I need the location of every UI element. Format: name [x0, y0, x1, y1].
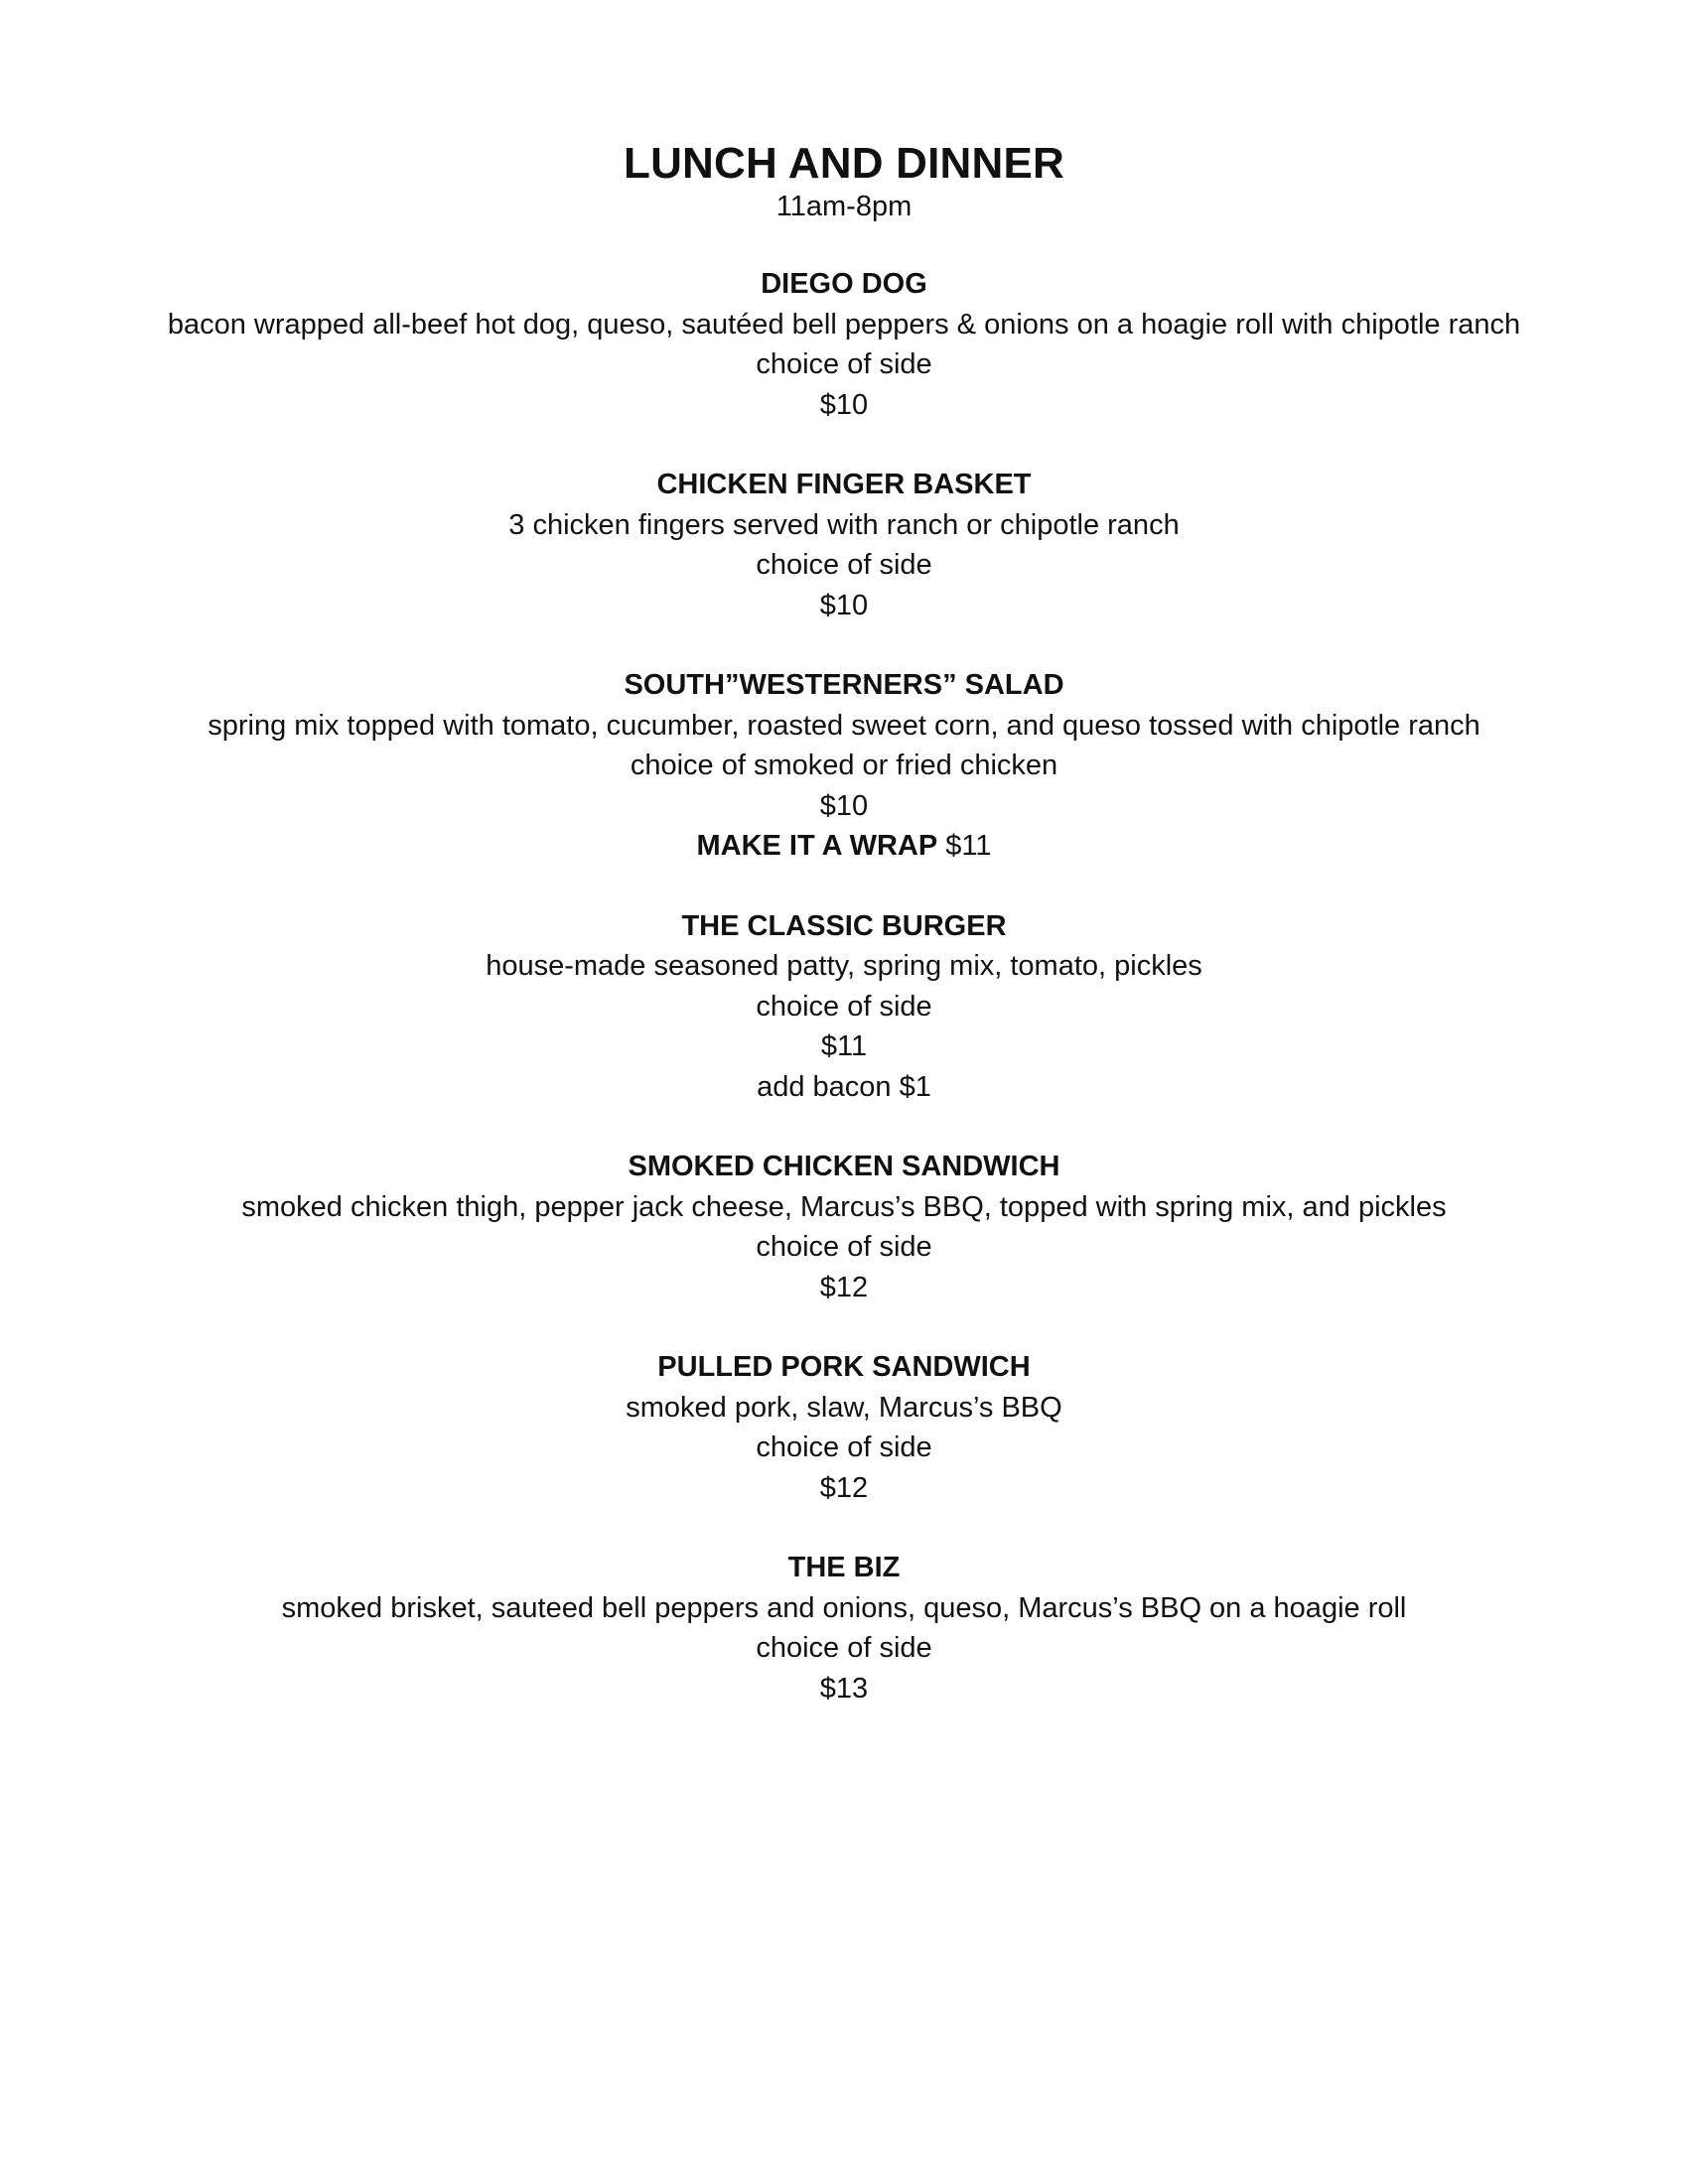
item-side: choice of side [756, 1432, 932, 1463]
item-name: SMOKED CHICKEN SANDWICH [628, 1151, 1060, 1182]
menu-item-the-biz [0, 1548, 1688, 1708]
item-side: choice of side [756, 990, 932, 1023]
item-name: THE CLASSIC BURGER [681, 909, 1007, 942]
item-name: DIEGO DOG [761, 268, 927, 300]
addon-price: $11 [945, 830, 992, 862]
menu-item-pulled-pork-sandwich [0, 1347, 1688, 1508]
menu-page [0, 139, 1688, 1748]
item-price: $13 [819, 1672, 869, 1705]
item-name: CHICKEN FINGER BASKET [656, 469, 1032, 500]
menu-item-chicken-finger-basket [0, 465, 1688, 625]
item-price: $12 [819, 1471, 869, 1504]
item-name: THE BIZ [787, 1552, 901, 1583]
item-description: smoked pork, slaw, Marcus’s BBQ [626, 1391, 1062, 1424]
item-description: smoked brisket, sauteed bell peppers and onions, queso, Marcus’s BBQ on a hoagie roll [281, 1591, 1407, 1624]
menu-item-southwesterners-salad [0, 665, 1688, 867]
menu-hours: 11am-8pm [775, 191, 913, 222]
menu-item-smoked-chicken-sandwich [0, 1147, 1688, 1307]
menu-items [0, 264, 1688, 1708]
addon-label: MAKE IT A WRAP [696, 830, 938, 862]
item-price: $10 [819, 388, 869, 421]
item-price: $10 [819, 789, 869, 822]
item-side: choice of side [756, 1632, 932, 1664]
item-description: smoked chicken thigh, pepper jack cheese, Marcus’s BBQ, topped with spring mix, and pickles [241, 1190, 1447, 1223]
item-price: $11 [820, 1030, 868, 1062]
menu-item-classic-burger [0, 906, 1688, 1108]
menu-title: LUNCH AND DINNER [624, 139, 1064, 188]
item-description: 3 chicken fingers served with ranch or chipotle ranch [508, 508, 1180, 541]
item-side: choice of side [756, 348, 932, 380]
menu-item-diego-dog [0, 264, 1688, 425]
item-side: choice of side [756, 549, 932, 581]
item-side: choice of side [756, 1231, 932, 1263]
item-extra: add bacon $1 [757, 1070, 931, 1103]
item-name: PULLED PORK SANDWICH [657, 1351, 1031, 1383]
item-price: $10 [819, 589, 869, 621]
item-name: SOUTH”WESTERNERS” SALAD [624, 669, 1064, 701]
item-description: bacon wrapped all-beef hot dog, queso, sautéed bell peppers & onions on a hoagie roll with chipotle ranch [167, 308, 1521, 341]
item-description: house-made seasoned patty, spring mix, tomato, pickles [486, 950, 1202, 982]
item-addon [0, 826, 1688, 867]
item-price: $12 [819, 1271, 869, 1303]
item-description: spring mix topped with tomato, cucumber, roasted sweet corn, and queso tossed with chipotle ranch [208, 709, 1480, 742]
item-side: choice of smoked or fried chicken [630, 750, 1058, 781]
